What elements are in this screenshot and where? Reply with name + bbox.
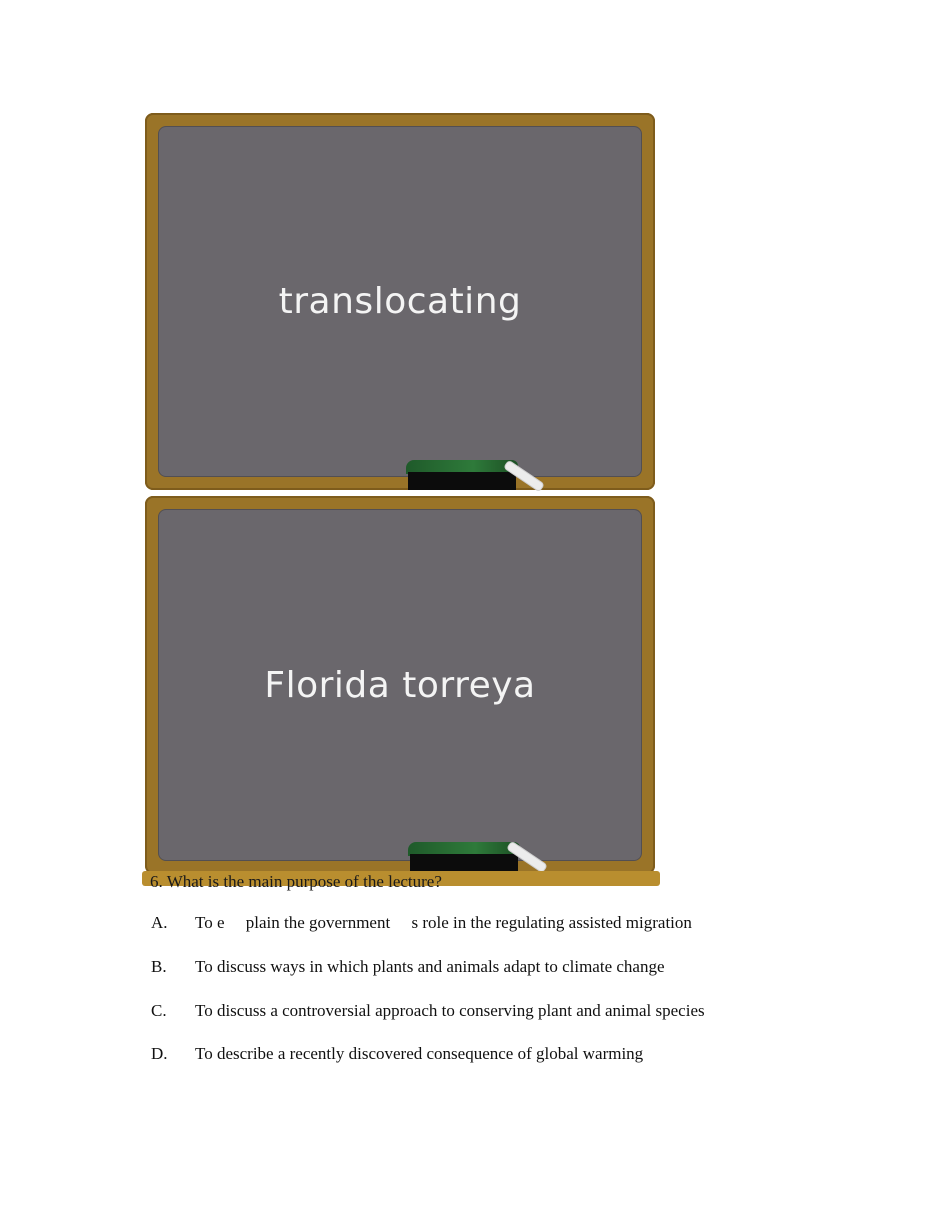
option-d[interactable] xyxy=(151,1044,644,1104)
chalkboard-2 xyxy=(145,496,655,874)
eraser-2-icon xyxy=(408,842,520,872)
chalkboard-2-word: Florida torreya xyxy=(264,664,536,706)
option-c-letter: C. xyxy=(151,1001,167,1020)
option-a-letter: A. xyxy=(151,913,168,932)
option-c-text: To discuss a controversial approach to conserving plant and animal species xyxy=(195,1001,705,1020)
question-text: 6. What is the main purpose of the lecture? xyxy=(150,872,442,891)
option-a-text: To e plain the government s role in the regulating assisted migration xyxy=(195,913,692,932)
option-d-letter: D. xyxy=(151,1044,168,1063)
chalkboard-1-slate xyxy=(158,126,642,477)
option-d-text: To describe a recently discovered consequence of global warming xyxy=(195,1044,644,1063)
chalkboard-1-word: translocating xyxy=(278,281,522,322)
eraser-1-icon xyxy=(406,460,518,490)
chalkboard-2-slate xyxy=(158,509,642,861)
option-b-text: To discuss ways in which plants and animals adapt to climate change xyxy=(195,957,665,976)
chalkboard-1 xyxy=(145,113,655,490)
option-b-letter: B. xyxy=(151,957,167,976)
